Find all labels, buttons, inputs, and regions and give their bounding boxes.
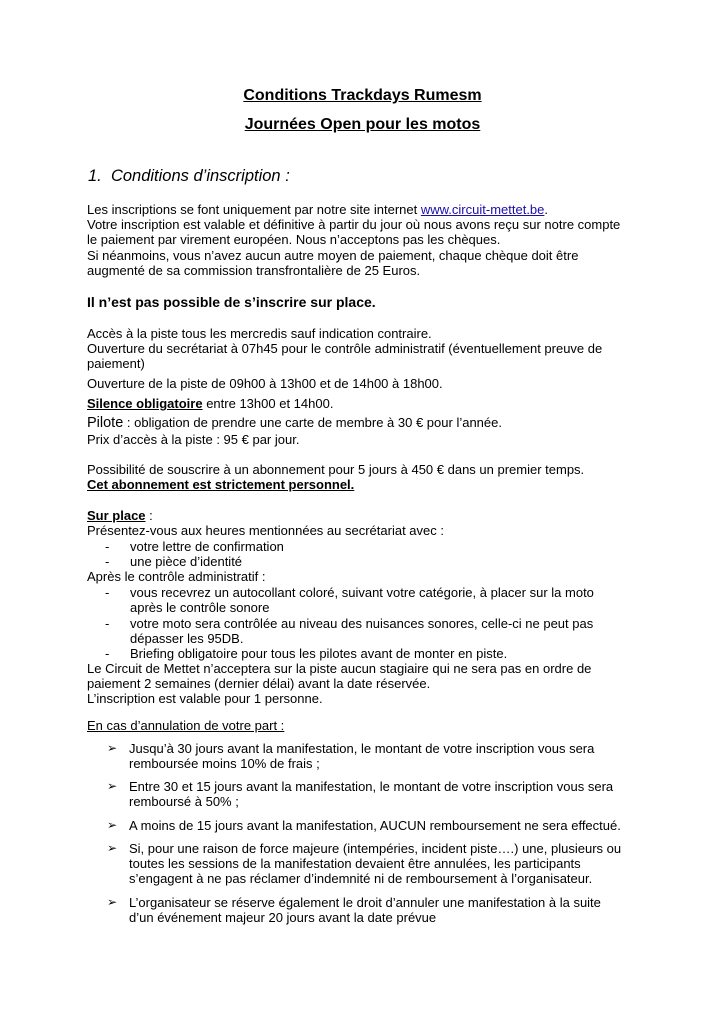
list-item: ➢ Jusqu’à 30 jours avant la manifestation, le montant de votre inscription vous sera remboursée moins 10% de frais ;	[107, 741, 595, 772]
section-number: 1.	[88, 167, 102, 185]
after-admin-check: Après le contrôle administratif :	[87, 569, 266, 584]
onsite-label-line: Sur place :	[87, 508, 153, 523]
list-item: - vous recevrez un autocollant coloré, suivant votre catégorie, à placer sur la moto après le contrôle sonore	[105, 585, 594, 616]
intro-line-5: augmenté de sa commission transfrontalière de 25 Euros.	[87, 262, 421, 278]
intro-line-1: Les inscriptions se font uniquement par notre site internet www.circuit-mettet.be.	[87, 202, 549, 217]
subscription-personal: Cet abonnement est strictement personnel.	[87, 477, 355, 493]
no-onsite-registration: Il n’est pas possible de s’inscrire sur place.	[87, 294, 376, 310]
access-paragraph	[87, 326, 647, 372]
access-line-3: paiement)	[87, 356, 145, 372]
list-item: - votre lettre de confirmation	[105, 539, 284, 554]
list-item: - Briefing obligatoire pour tous les pilotes avant de monter en piste.	[105, 646, 508, 661]
price-line: Prix d’accès à la piste : 95 € par jour.	[87, 432, 300, 447]
list-item: ➢ A moins de 15 jours avant la manifestation, AUCUN remboursement ne sera effectué.	[107, 818, 621, 833]
arrow-bullet-icon: ➢	[107, 741, 118, 755]
intro-paragraph	[87, 202, 647, 278]
cancellation-heading: En cas d’annulation de votre part :	[87, 718, 285, 733]
intro-line-2: Votre inscription est valable et définitive à partir du jour où nous avons reçu sur notre compte	[87, 217, 621, 233]
list-item: ➢ Si, pour une raison de force majeure (intempéries, incident piste….) une, plusieurs ou toutes les sessions de la manifestation devaient être annulées, les participants s’engagent à ne pas réclamer d’indemnité ni de remboursement à l’organisateur.	[107, 841, 622, 887]
access-line-1: Accès à la piste tous les mercredis sauf indication contraire.	[87, 326, 432, 341]
onsite-intro: Présentez-vous aux heures mentionnées au secrétariat avec :	[87, 523, 444, 538]
list-item: ➢ L’organisateur se réserve également le droit d’annuler une manifestation à la suite d’un événement majeur 20 jours avant la date prévue	[107, 895, 601, 926]
silence-line: Silence obligatoire entre 13h00 et 14h00.	[87, 396, 334, 411]
section-title: Conditions d’inscription :	[110, 167, 290, 185]
list-item: ➢ Entre 30 et 15 jours avant la manifestation, le montant de votre inscription vous sera remboursé à 50% ;	[107, 779, 614, 810]
subscription-line-1: Possibilité de souscrire à un abonnement pour 5 jours à 450 € dans un premier temps.	[87, 462, 585, 477]
access-line-2: Ouverture du secrétariat à 07h45 pour le contrôle administratif (éventuellement preuve de	[87, 341, 603, 357]
list-item: - une pièce d’identité	[105, 554, 243, 569]
intro-line-3: le paiement par virement européen. Nous n’acceptons pas les chèques.	[87, 232, 501, 248]
arrow-bullet-icon: ➢	[107, 841, 118, 855]
list-item: - votre moto sera contrôlée au niveau des nuisances sonores, celle-ci ne peut pas dépasser les 95DB.	[105, 616, 594, 647]
subscription-paragraph	[87, 462, 647, 492]
rules-paragraph: Le Circuit de Mettet n’acceptera sur la piste aucun stagiaire qui ne sera pas en ordre de paiement 2 semaines (dernier délai) avant la date réservée. L’inscription est valable pour 1 personne.	[87, 661, 592, 707]
silence-label: Silence obligatoire	[87, 396, 203, 411]
pilote-line: Pilote : obligation de prendre une carte de membre à 30 € pour l’année.	[87, 415, 502, 431]
section-heading	[88, 167, 290, 186]
website-link[interactable]: www.circuit-mettet.be	[420, 202, 545, 217]
intro-line-4: Si néanmoins, vous n’avez aucun autre moyen de paiement, chaque chèque doit être	[87, 247, 579, 263]
title-line-2: Journées Open pour les motos	[244, 116, 481, 133]
title-line-1: Conditions Trackdays Rumesm	[243, 87, 482, 104]
arrow-bullet-icon: ➢	[107, 818, 118, 832]
pilote-label: Pilote	[87, 415, 124, 431]
track-hours: Ouverture de la piste de 09h00 à 13h00 et de 14h00 à 18h00.	[87, 376, 443, 391]
arrow-bullet-icon: ➢	[107, 895, 118, 909]
arrow-bullet-icon: ➢	[107, 779, 118, 793]
onsite-label: Sur place	[87, 508, 146, 523]
